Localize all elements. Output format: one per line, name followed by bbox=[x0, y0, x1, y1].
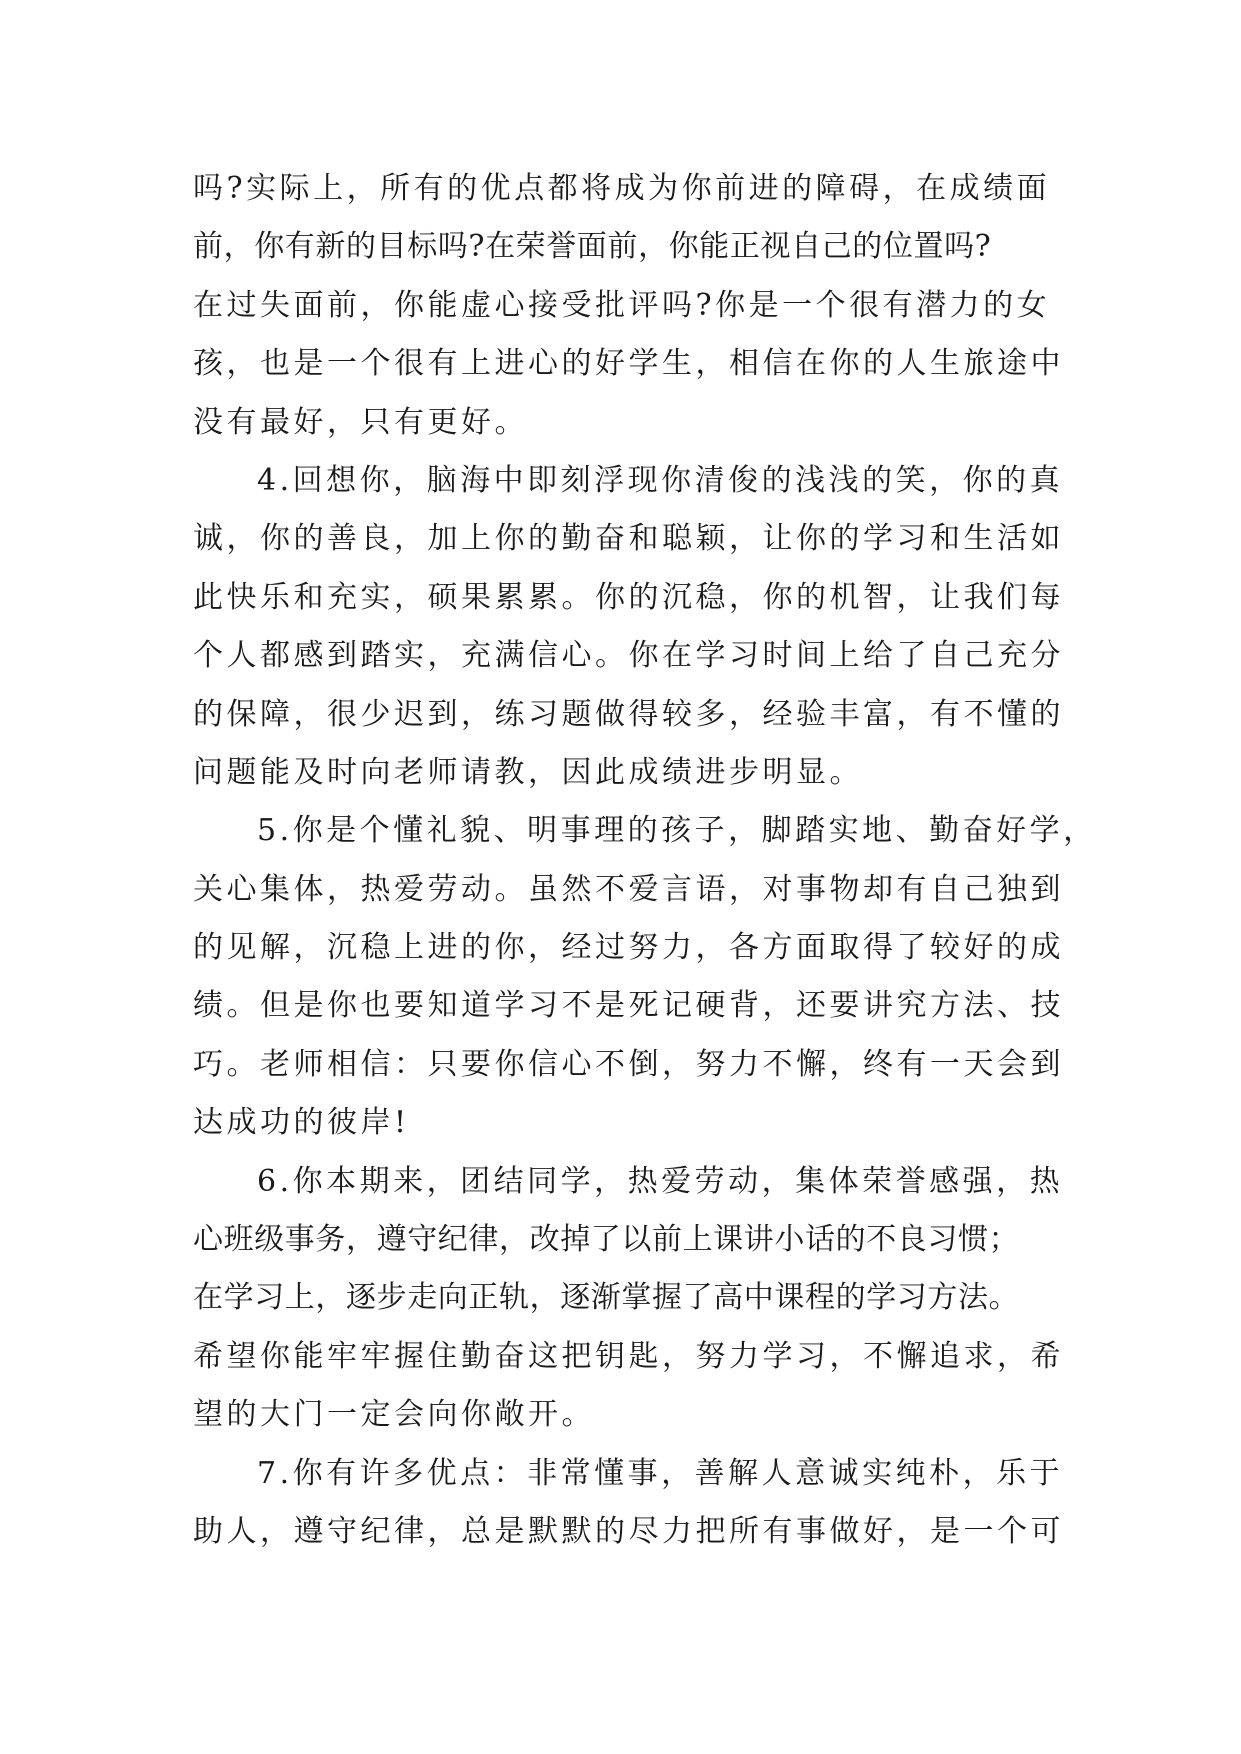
text-line: 没有最好，只有更好。 bbox=[193, 404, 528, 440]
text-line: 希望你能牢牢握住勤奋这把钥匙，努力学习，不懈追求，希 bbox=[193, 1338, 1064, 1374]
text-line: 前，你有新的目标吗?在荣誉面前，你能正视自己的位置吗? bbox=[193, 229, 992, 265]
text-line: 的保障，很少迟到，练习题做得较多，经验丰富，有不懂的 bbox=[193, 696, 1064, 732]
text-line: 5.你是个懂礼貌、明事理的孩子，脚踏实地、勤奋好学， bbox=[257, 813, 1097, 849]
text-line: 在学习上，逐步走向正轨，逐渐掌握了高中课程的学习方法。 bbox=[193, 1280, 1020, 1316]
paragraph-comment-7 bbox=[193, 1445, 1064, 1562]
text-line: 绩。但是你也要知道学习不是死记硬背，还要讲究方法、技 bbox=[193, 988, 1064, 1024]
paragraph-comment-6 bbox=[193, 1153, 1064, 1445]
text-line: 问题能及时向老师请教，因此成绩进步明显。 bbox=[193, 754, 863, 790]
paragraph-comment-5 bbox=[193, 802, 1097, 1152]
text-line: 心班级事务，遵守纪律，改掉了以前上课讲小话的不良习惯； bbox=[193, 1222, 1020, 1258]
paragraph-continued bbox=[193, 160, 1064, 452]
text-line: 的见解，沉稳上进的你，经过努力，各方面取得了较好的成 bbox=[193, 930, 1064, 966]
text-line: 4.回想你，脑海中即刻浮现你清俊的浅浅的笑，你的真 bbox=[257, 462, 1064, 498]
paragraph-comment-4 bbox=[193, 452, 1064, 802]
text-line: 关心集体，热爱劳动。虽然不爱言语，对事物却有自己独到 bbox=[193, 871, 1064, 907]
text-line: 望的大门一定会向你敞开。 bbox=[193, 1397, 595, 1433]
text-line: 6.你本期来，团结同学，热爱劳动，集体荣誉感强，热 bbox=[257, 1163, 1064, 1199]
text-line: 巧。老师相信：只要你信心不倒，努力不懈，终有一天会到 bbox=[193, 1046, 1064, 1082]
text-line: 诚，你的善良，加上你的勤奋和聪颖，让你的学习和生活如 bbox=[193, 521, 1064, 557]
text-line: 7.你有许多优点：非常懂事，善解人意诚实纯朴，乐于 bbox=[257, 1455, 1064, 1491]
text-line: 此快乐和充实，硕果累累。你的沉稳，你的机智，让我们每 bbox=[193, 579, 1064, 615]
text-line: 个人都感到踏实，充满信心。你在学习时间上给了自己充分 bbox=[193, 638, 1064, 674]
text-line: 孩，也是一个很有上进心的好学生，相信在你的人生旅途中 bbox=[193, 346, 1064, 382]
text-line: 在过失面前，你能虚心接受批评吗?你是一个很有潜力的女 bbox=[193, 287, 1051, 323]
text-line: 助人，遵守纪律，总是默默的尽力把所有事做好，是一个可 bbox=[193, 1513, 1064, 1549]
text-line: 达成功的彼岸! bbox=[193, 1105, 410, 1141]
text-line: 吗?实际上，所有的优点都将成为你前进的障碍，在成绩面 bbox=[193, 171, 1051, 206]
document-body bbox=[193, 160, 1097, 1561]
